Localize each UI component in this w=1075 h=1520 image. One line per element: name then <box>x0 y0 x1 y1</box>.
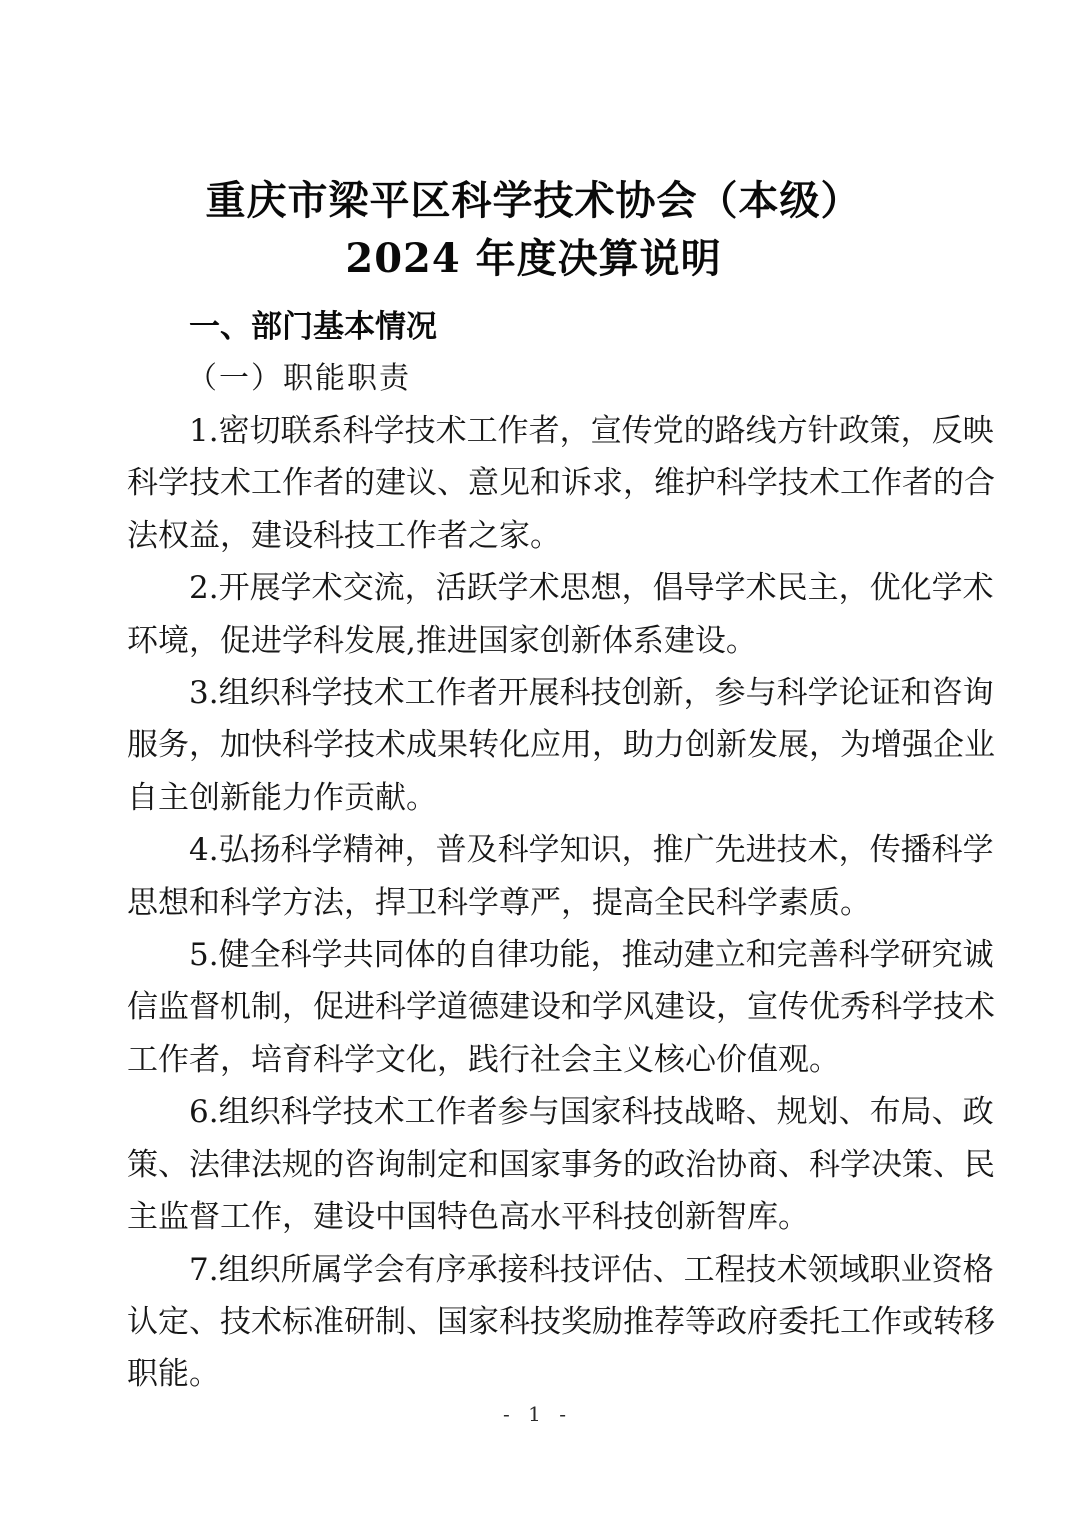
paragraph <box>127 667 995 824</box>
paragraph-line: 4.弘扬科学精神，普及科学知识，推广先进技术，传播科学 <box>189 832 994 869</box>
document-title-line-2: 2024 年度决算说明 <box>345 235 722 282</box>
paragraph-line: 主监督工作，建设中国特色高水平科技创新智库。 <box>127 1199 809 1236</box>
paragraph-line: 信监督机制，促进科学道德建设和学风建设，宣传优秀科学技术 <box>127 989 995 1026</box>
paragraph-line: 职能。 <box>127 1356 220 1393</box>
paragraph-line: 自主创新能力作贡献。 <box>127 779 437 816</box>
document-body <box>127 405 995 1401</box>
paragraph-line: 5.健全科学共同体的自律功能，推动建立和完善科学研究诚 <box>189 937 994 974</box>
paragraph-line: 环境，促进学科发展,推进国家创新体系建设。 <box>127 622 757 659</box>
paragraph-line: 法权益，建设科技工作者之家。 <box>127 517 561 554</box>
paragraph <box>127 405 995 562</box>
paragraph-line: 2.开展学术交流，活跃学术思想，倡导学术民主，优化学术 <box>189 570 994 607</box>
paragraph <box>127 1086 995 1243</box>
paragraph-line: 3.组织科学技术工作者开展科技创新，参与科学论证和咨询 <box>189 675 994 712</box>
paragraph-line: 1.密切联系科学技术工作者，宣传党的路线方针政策，反映 <box>189 413 994 449</box>
section-heading: 一、部门基本情况 <box>189 309 437 345</box>
subsection-heading: （一）职能职责 <box>187 361 411 396</box>
paragraph-line: 认定、技术标准研制、国家科技奖励推荐等政府委托工作或转移 <box>127 1303 995 1340</box>
paragraph-line: 科学技术工作者的建议、意见和诉求，维护科学技术工作者的合 <box>127 465 995 502</box>
page-number-footer: - 1 - <box>503 1402 572 1426</box>
paragraph-line: 策、法律法规的咨询制定和国家事务的政治协商、科学决策、民 <box>127 1146 995 1183</box>
paragraph-line: 服务，加快科学技术成果转化应用，助力创新发展，为增强企业 <box>127 727 995 764</box>
paragraph <box>127 929 995 1086</box>
document-title-line-1: 重庆市梁平区科学技术协会（本级） <box>205 177 862 224</box>
paragraph-line: 6.组织科学技术工作者参与国家科技战略、规划、布局、政 <box>189 1094 994 1131</box>
paragraph <box>127 562 994 667</box>
paragraph-line: 7.组织所属学会有序承接科技评估、工程技术领域职业资格 <box>189 1251 994 1288</box>
paragraph-line: 工作者，培育科学文化，践行社会主义核心价值观。 <box>127 1041 840 1078</box>
paragraph <box>127 1244 995 1401</box>
paragraph <box>127 824 994 929</box>
paragraph-line: 思想和科学方法，捍卫科学尊严，提高全民科学素质。 <box>127 884 871 921</box>
